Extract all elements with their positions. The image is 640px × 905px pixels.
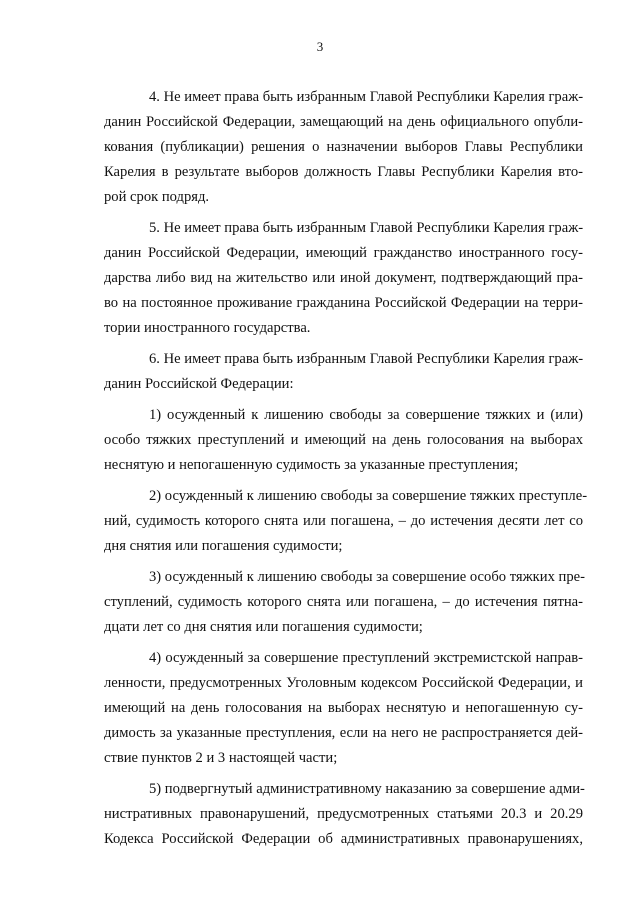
paragraph — [104, 777, 583, 852]
text-line: имеющий на день голосования на выборах неснятую и непогашенную су- — [104, 700, 583, 716]
text-line: 3) осужденный к лишению свободы за совершение особо тяжких пре- — [149, 569, 585, 585]
text-line: дня снятия или погашения судимости; — [104, 538, 343, 554]
text-line: нистративных правонарушений, предусмотренных статьями 20.3 и 20.29 — [104, 806, 583, 822]
text-line: рой срок подряд. — [104, 189, 210, 205]
page-number: 3 — [316, 39, 324, 54]
text-line: ствие пунктов 2 и 3 настоящей части; — [104, 750, 338, 766]
text-line: 5) подвергнутый административному наказанию за совершение адми- — [149, 781, 585, 797]
text-line: Кодекса Российской Федерации об административных правонарушениях, — [104, 831, 583, 847]
text-line: ленности, предусмотренных Уголовным кодексом Российской Федерации, и — [104, 675, 583, 691]
text-line: тории иностранного государства. — [104, 320, 311, 336]
text-line: ний, судимость которого снята или погашена, – до истечения десяти лет со — [104, 513, 583, 529]
text-line: димость за указанные преступления, если на него не распространяется дей- — [104, 725, 583, 741]
paragraph — [104, 646, 583, 771]
paragraph — [104, 403, 583, 478]
text-line: ступлений, судимость которого снята или погашена, – до истечения пятна- — [104, 594, 583, 610]
text-line: 1) осужденный к лишению свободы за совершение тяжких и (или) — [149, 407, 583, 423]
paragraph — [104, 565, 583, 640]
text-line: Карелия в результате выборов должность Главы Республики Карелия вто- — [104, 164, 583, 180]
paragraph — [104, 484, 588, 559]
text-line: кования (публикации) решения о назначении выборов Главы Республики — [104, 139, 583, 155]
text-line: дцати лет со дня снятия или погашения судимости; — [104, 619, 423, 635]
text-line: неснятую и непогашенную судимость за указанные преступления; — [104, 457, 519, 473]
text-line: данин Российской Федерации: — [104, 376, 294, 392]
text-line: особо тяжких преступлений и имеющий на день голосования на выборах — [104, 432, 583, 448]
text-line: во на постоянное проживание гражданина Российской Федерации на терри- — [104, 295, 583, 311]
text-line: дарства либо вид на жительство или иной документ, подтверждающий пра- — [104, 270, 583, 286]
text-line: 2) осужденный к лишению свободы за совершение тяжких преступле- — [149, 488, 588, 504]
text-line: 4) осужденный за совершение преступлений экстремистской направ- — [149, 650, 583, 666]
text-line: 6. Не имеет права быть избранным Главой Республики Карелия граж- — [149, 351, 584, 367]
paragraph — [104, 85, 583, 210]
paragraph — [104, 347, 583, 397]
text-line: 5. Не имеет права быть избранным Главой Республики Карелия граж- — [149, 220, 584, 236]
text-line: данин Российской Федерации, замещающий на день официального опубли- — [104, 114, 583, 130]
paragraph — [104, 216, 583, 341]
text-line: данин Российской Федерации, имеющий гражданство иностранного госу- — [104, 245, 583, 261]
document-body — [104, 85, 588, 852]
text-line: 4. Не имеет права быть избранным Главой Республики Карелия граж- — [149, 89, 584, 105]
